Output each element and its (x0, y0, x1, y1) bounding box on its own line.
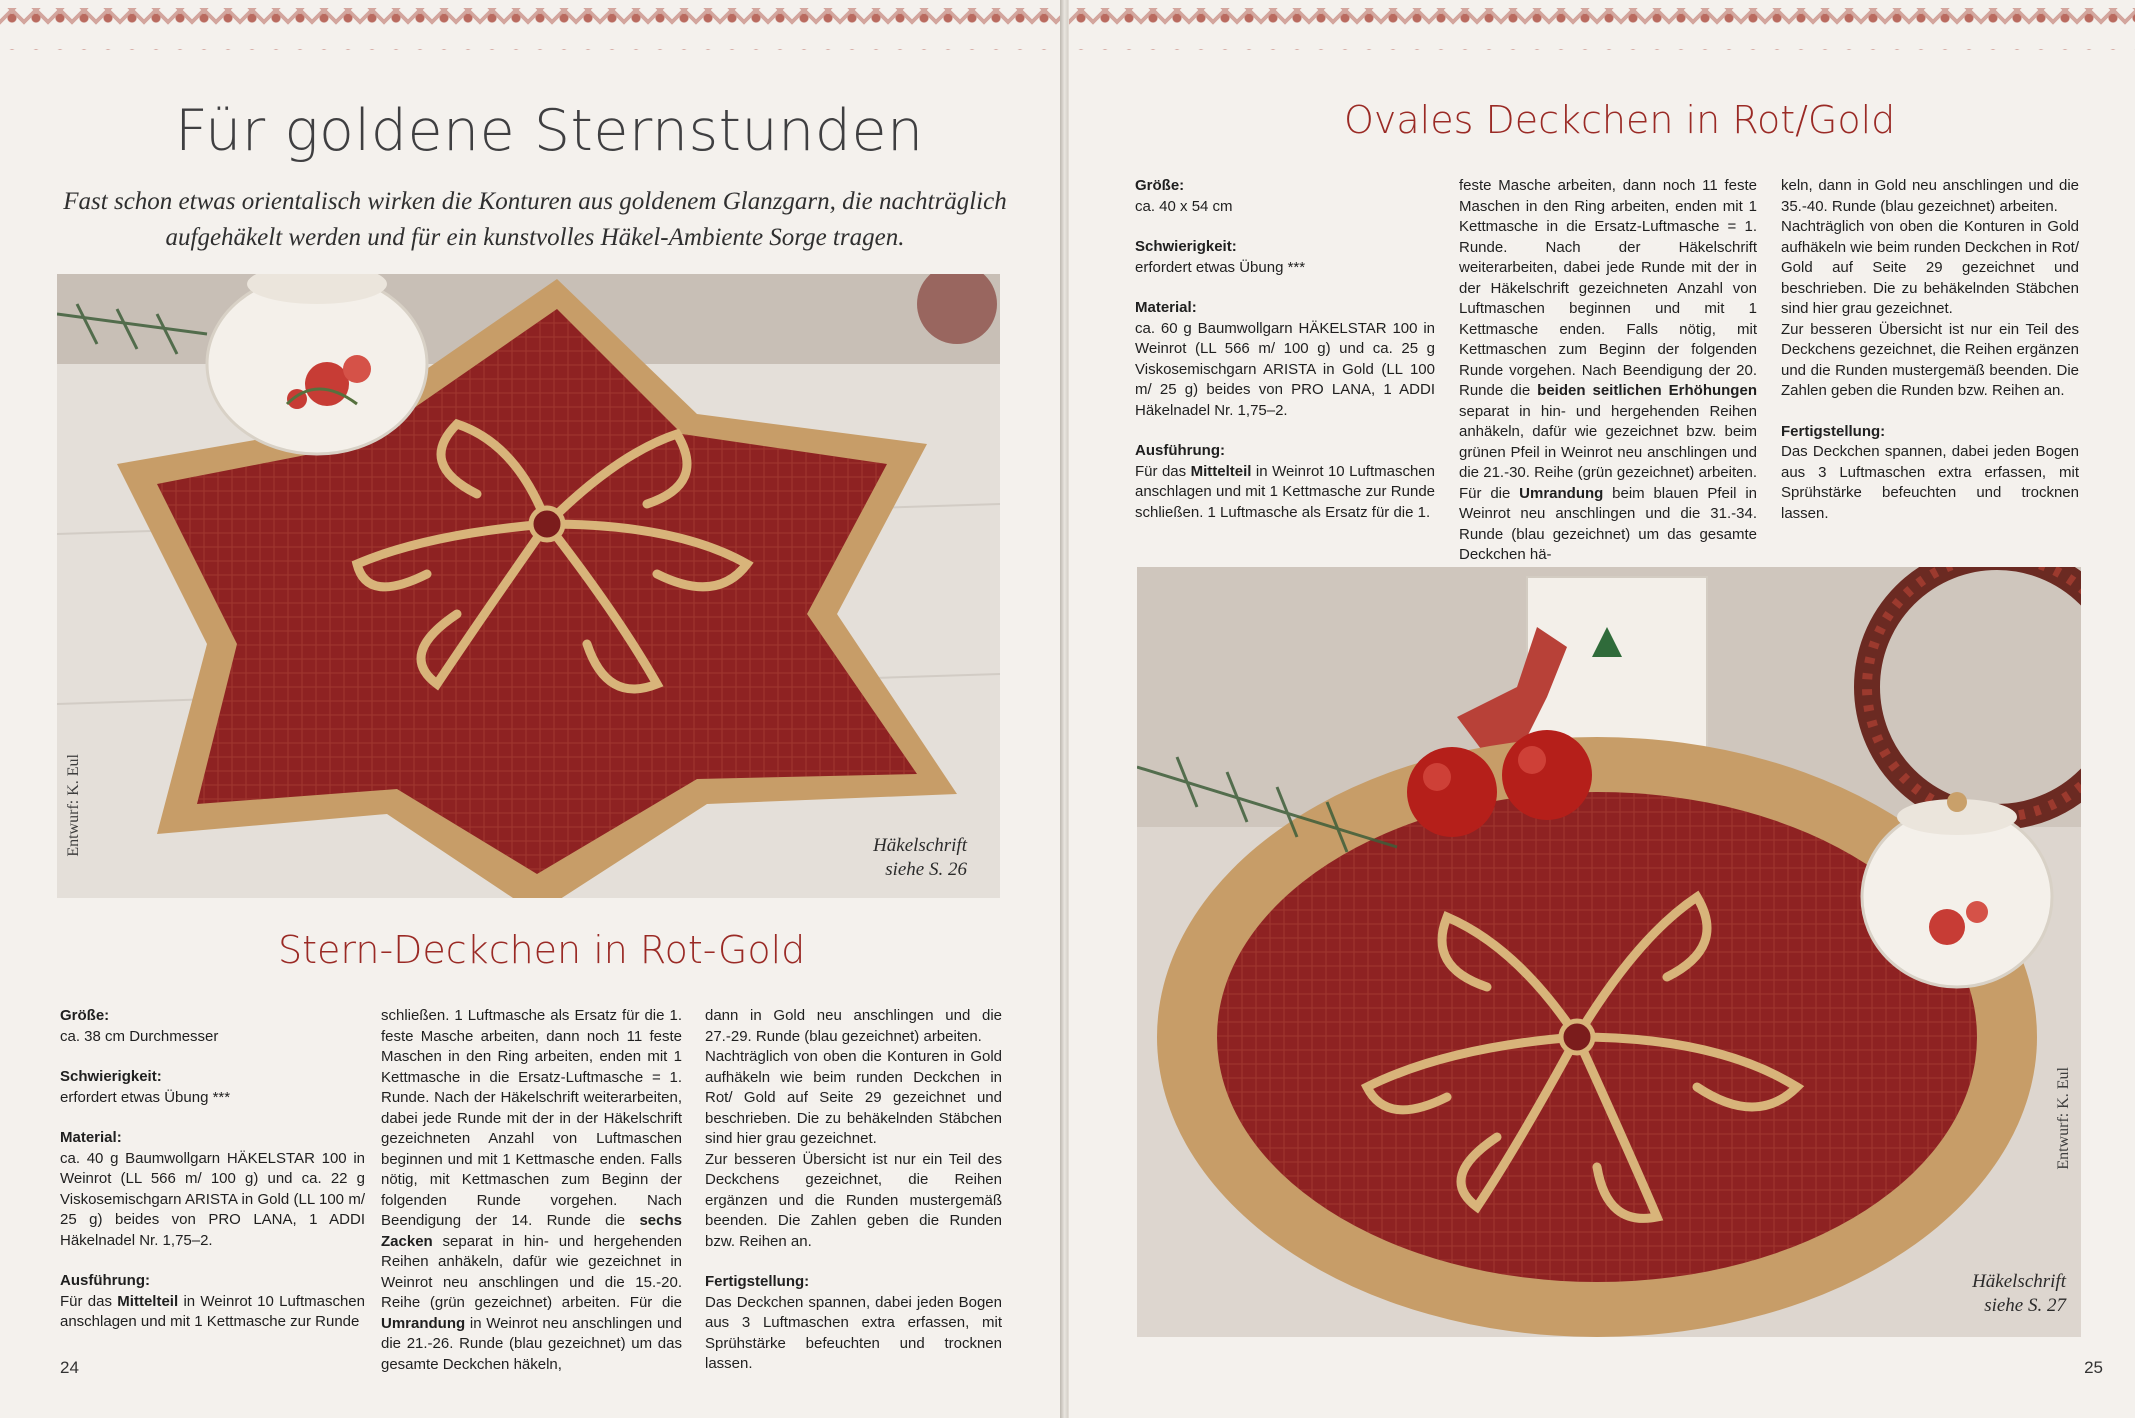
pattern-reference-line1: Häkelschrift (1972, 1271, 2066, 1292)
pattern-reference-line2: siehe S. 26 (885, 859, 967, 880)
pattern-reference (1972, 1270, 2066, 1318)
finish-label: Fertigstellung: (705, 1273, 810, 1290)
photo-credit: Entwurf: K. Eul (65, 754, 82, 857)
column-2 (381, 1006, 682, 1375)
material-label: Material: (60, 1129, 122, 1146)
difficulty-label: Schwierigkeit: (1135, 238, 1237, 255)
instructions-continued: keln, dann in Gold neu anschlingen und die 35.-40. Runde (blau gezeichnet) arbeiten. (1781, 177, 2079, 215)
contour-instructions: Nachträglich von oben die Konturen in Gold aufhäkeln wie beim runden Deckchen in Rot/ Gold auf Seite 29 gezeichnet und beschrieben. Die zu behäkelnden Stäbchen sind hier grau gezeichnet. (705, 1048, 1002, 1147)
column-3 (1781, 176, 2079, 524)
overview-note: Zur besseren Übersicht ist nur ein Teil des Deckchens gezeichnet, die Reihen ergänzen und die Runden mustergemäß beenden. Die Zahlen geben die Runden bzw. Reihen an. (1781, 320, 2079, 399)
decorative-border (1069, 0, 2135, 50)
material-value: ca. 60 g Baumwollgarn HÄKELSTAR 100 in Weinrot (LL 566 m/ 100 g) und ca. 25 g Viskosemischgarn ARISTA in Gold (LL 100 m/ 25 g) beides von PRO LANA, 1 ADDI Häkelnadel Nr. 1,75–2. (1135, 319, 1435, 419)
left-page (0, 0, 1064, 1418)
decorative-border (0, 0, 1062, 50)
page-title: Für goldene Sternstunden (175, 98, 924, 164)
difficulty-value: erfordert etwas Übung *** (1135, 258, 1306, 276)
contour-instructions: Nachträglich von oben die Konturen in Gold aufhäkeln wie beim runden Deckchen in Rot/ Gold auf Seite 29 gezeichnet und beschrieben. Die zu behäkelnden Stäbchen sind hier grau gezeichnet. (1781, 218, 2079, 317)
oval-doily-illustration (1137, 567, 2081, 1337)
page-number: 24 (60, 1358, 79, 1377)
instructions-text: schließen. 1 Luftmasche als Ersatz für die 1. feste Masche arbeiten, dann noch 11 feste Maschen in den Ring arbeiten, enden mit 1 Kettmasche in die Ersatz-Luftmasche = 1. Runde. Nach der Häkelschrift weiterarbeiten, dabei jede Runde mit der in der Häkelschrift gezeichneten Anzahl von Luftmaschen beginnen und mit 1 Kettmasche enden. Falls nötig, mit Kettmaschen zum Beginn der folgenden Runde vorgehen. Nach Beendigung der 14. Runde die sechs Zacken separat in hin- und hergehenden Reihen anhäkeln, dafür wie gezeichnet in Weinrot neu anschlingen und die 15.-20. Reihe (grün gezeichnet) arbeiten. Für die Umrandung in Weinrot neu anschlingen und die 21.-26. Runde (blau gezeichnet) um das gesamte Deckchen häkeln, (381, 1007, 682, 1373)
section-title: Stern-Deckchen in Rot-Gold (278, 928, 806, 972)
column-3 (705, 1006, 1002, 1375)
overview-note: Zur besseren Übersicht ist nur ein Teil des Deckchens gezeichnet, die Reihen ergänzen und die Runden mustergemäß beenden. Die Zahlen geben die Runden bzw. Reihen an. (705, 1150, 1002, 1250)
size-label: Größe: (60, 1007, 110, 1024)
material-label: Material: (1135, 299, 1197, 316)
size-value: ca. 38 cm Durchmesser (60, 1027, 219, 1045)
size-label: Größe: (1135, 177, 1185, 194)
oval-doily-photo (1137, 567, 2081, 1337)
difficulty-label: Schwierigkeit: (60, 1068, 162, 1085)
execution-label: Ausführung: (1135, 442, 1225, 459)
column-1 (60, 1006, 365, 1333)
page-number: 25 (2084, 1358, 2103, 1377)
intro-text: Fast schon etwas orientalisch wirken die Konturen aus goldenem Glanzgarn, die nachträglich aufgehäkelt werden und für ein kunstvolles Häkel-Ambiente Sorge tragen. (63, 188, 1007, 251)
instructions-continued: dann in Gold neu anschlingen und die 27.-29. Runde (blau gezeichnet) arbeiten. (705, 1007, 1002, 1045)
pattern-reference (873, 834, 967, 882)
section-title: Ovales Deckchen in Rot/Gold (1344, 98, 1896, 142)
difficulty-value: erfordert etwas Übung *** (60, 1088, 231, 1106)
finish-value: Das Deckchen spannen, dabei jeden Bogen aus 3 Luftmaschen extra erfassen, mit Sprühstärke befeuchten und trocknen lassen. (705, 1293, 1002, 1372)
photo-credit: Entwurf: K. Eul (2055, 1067, 2072, 1170)
finish-label: Fertigstellung: (1781, 422, 1886, 440)
execution-label: Ausführung: (60, 1272, 150, 1289)
star-doily-illustration (57, 274, 1000, 898)
right-page (1068, 0, 2135, 1418)
material-value: ca. 40 g Baumwollgarn HÄKELSTAR 100 in Weinrot (LL 566 m/ 100 g) und ca. 22 g Viskosemischgarn ARISTA in Gold (LL 100 m/ 25 g) beides von PRO LANA, 1 ADDI Häkelnadel Nr. 1,75–2. (60, 1149, 365, 1249)
size-value: ca. 40 x 54 cm (1135, 197, 1233, 215)
pattern-reference-line2: siehe S. 27 (1984, 1295, 2066, 1316)
execution-text: Für das Mittelteil in Weinrot 10 Luftmaschen anschlagen und mit 1 Kettmasche zur Runde (60, 1292, 365, 1330)
column-2 (1459, 176, 1757, 566)
star-doily-photo (57, 274, 1000, 898)
pattern-reference-line1: Häkelschrift (873, 835, 967, 856)
column-1 (1135, 176, 1435, 523)
execution-text: Für das Mittelteil in Weinrot 10 Luftmaschen anschlagen und mit 1 Kettmasche zur Runde schließen. 1 Luftmasche als Ersatz für die 1. (1135, 462, 1435, 521)
finish-value: Das Deckchen spannen, dabei jeden Bogen aus 3 Luftmaschen extra erfassen, mit Sprühstärke befeuchten und trocknen lassen. (1781, 443, 2079, 522)
instructions-text: feste Masche arbeiten, dann noch 11 feste Maschen in den Ring arbeiten, enden mit 1 Kettmasche in die Ersatz-Luftmasche = 1. Runde. Nach der Häkelschrift weiterarbeiten, dabei jede Runde mit der in der Häkelschrift gezeichneten Anzahl von Luftmaschen beginnen und mit 1 Kettmasche enden. Falls nötig, mit Kettmaschen zum Beginn der folgenden Runde vorgehen. Nach Beendigung der 20. Runde die beiden seitlichen Erhöhungen separat in hin- und hergehenden Reihen anhäkeln, dafür wie gezeichnet bzw. beim grünen Pfeil in Weinrot neu anschlingen und die 21.-30. Reihe (grün gezeichnet) arbeiten. Für die Umrandung beim blauen Pfeil in Weinrot neu anschlingen und die 31.-34. Runde (blau gezeichnet) um das gesamte Deckchen hä- (1459, 177, 1757, 563)
